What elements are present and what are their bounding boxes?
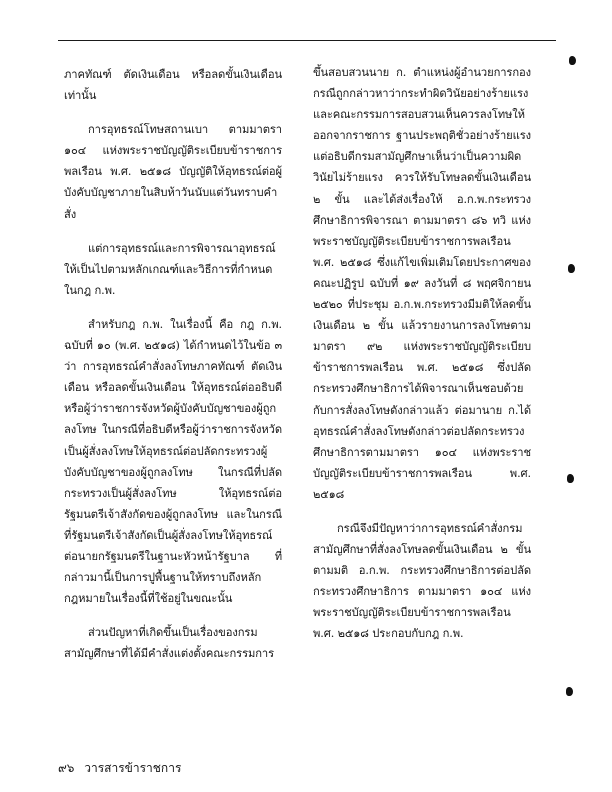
binding-hole-mark bbox=[568, 264, 575, 273]
paragraph: สำหรับกฎ ก.พ. ในเรื่องนี้ คือ กฎ ก.พ. ฉบับที่ ๑๐ (พ.ศ. ๒๕๑๘) ได้กำหนดไว้ในข้อ ๓ ว่า การอุทธรณ์คำสั่งลงโทษภาคทัณฑ์ ตัดเงินเดือน หรือลดขั้นเงินเดือน ให้อุทธรณ์ต่ออธิบดี หรือผู้ว่าราชการจังหวัดผู้บังคับบัญชาของผู้ถูกลงโทษ ในกรณีที่อธิบดีหรือผู้ว่าราชการจังหวัดเป็นผู้สั่งลงโทษให้อุทธรณ์ต่อปลัดกระทรวงผู้บังคับบัญชาของผู้ถูกลงโทษ ในกรณีที่ปลัดกระทรวงเป็นผู้สั่งลงโทษ ให้อุทธรณ์ต่อรัฐมนตรีเจ้าสังกัดของผู้ถูกลงโทษ และในกรณีที่รัฐมนตรีเจ้าสังกัดเป็นผู้สั่งลงโทษให้อุทธรณ์ต่อนายกรัฐมนตรีในฐานะหัวหน้ารัฐบาล ที่กล่าวมานี้เป็นการปูพื้นฐานให้ทราบถึงหลักกฎหมายในเรื่องนี้ที่ใช้อยู่ในขณะนั้น bbox=[64, 317, 282, 606]
paragraph: ส่วนปัญหาที่เกิดขึ้นเป็นเรื่องของกรมสามัญศึกษาที่ได้มีคำสั่งแต่งตั้งคณะกรรมการ bbox=[64, 626, 275, 661]
paragraph: ขึ้นสอบสวนนาย ก. ตำแหน่งผู้อำนวยการกองกรณีถูกกล่าวหาว่ากระทำผิดวินัยอย่างร้ายแรงและคณะกรรมการสอบสวนเห็นควรลงโทษให้ออกจากราชการ ฐานประพฤติชั่วอย่างร้ายแรง แต่อธิบดีกรมสามัญศึกษาเห็นว่าเป็นความผิดวินัยไม่ร้ายแรง ควรให้รับโทษลดขั้นเงินเดือน ๒ ขั้น และได้ส่งเรื่องให้ อ.ก.พ.กระทรวงศึกษาธิการพิจารณา ตามมาตรา ๘๖ ทวิ แห่งพระราชบัญญัติระเบียบข้าราชการพลเรือน พ.ศ. ๒๕๑๘ ซึ่งแก้ไขเพิ่มเติมโดยประกาศของคณะปฏิรูป ฉบับที่ ๑๙ ลงวันที่ ๘ พฤศจิกายน ๒๕๒๐ ที่ประชุม อ.ก.พ.กระทรวงมีมติให้ลดขั้นเงินเดือน ๒ ขั้น แล้วรายงานการลงโทษตามมาตรา ๙๒ แห่งพระราชบัญญัติระเบียบข้าราชการพลเรือน พ.ศ. ๒๕๑๘ ซึ่งปลัดกระทรวงศึกษาธิการได้พิจารณาเห็นชอบด้วยกับการสั่งลงโทษดังกล่าวแล้ว ต่อมานาย ก.ได้อุทธรณ์คำสั่งลงโทษดังกล่าวต่อปลัดกระทรวงศึกษาธิการตามมาตรา ๑๐๔ แห่งพระราชบัญญัติระเบียบข้าราชการพลเรือน พ.ศ. ๒๕๑๘ bbox=[313, 66, 531, 501]
header-rule bbox=[58, 40, 556, 41]
paragraph: แต่การอุทธรณ์และการพิจารณาอุทธรณ์ให้เป็นไปตามหลักเกณฑ์และวิธีการที่กำหนดในกฎ ก.พ. bbox=[64, 241, 276, 297]
right-column bbox=[313, 62, 531, 645]
left-column bbox=[64, 64, 282, 664]
binding-hole-mark bbox=[569, 56, 576, 65]
paragraph: ภาคทัณฑ์ ตัดเงินเดือน หรือลดขั้นเงินเดือน เท่านั้น bbox=[64, 68, 282, 103]
paragraph: การอุทธรณ์โทษสถานเบา ตามมาตรา ๑๐๔ แห่งพระราชบัญญัติระเบียบข้าราชการพลเรือน พ.ศ. ๒๕๑๘ บัญญัติให้อุทธรณ์ต่อผู้บังคับบัญชาภายในสิบห้าวันนับแต่วันทราบคำสั่ง bbox=[64, 123, 282, 221]
page-footer bbox=[58, 760, 181, 776]
journal-name: วารสารข้าราชการ bbox=[84, 761, 182, 775]
page-number: ๙๖ bbox=[58, 761, 75, 775]
paragraph: กรณีจึงมีปัญหาว่าการอุทธรณ์คำสั่งกรมสามัญศึกษาที่สั่งลงโทษลดขั้นเงินเดือน ๒ ขั้น ตามมติ อ.ก.พ. กระทรวงศึกษาธิการต่อปลัดกระทรวงศึกษาธิการ ตามมาตรา ๑๐๔ แห่งพระราชบัญญัติระเบียบข้าราชการพลเรือน พ.ศ. ๒๕๑๘ ประกอบกับกฎ ก.พ. bbox=[313, 521, 531, 641]
binding-hole-mark bbox=[566, 687, 573, 696]
binding-hole-mark bbox=[567, 474, 574, 483]
